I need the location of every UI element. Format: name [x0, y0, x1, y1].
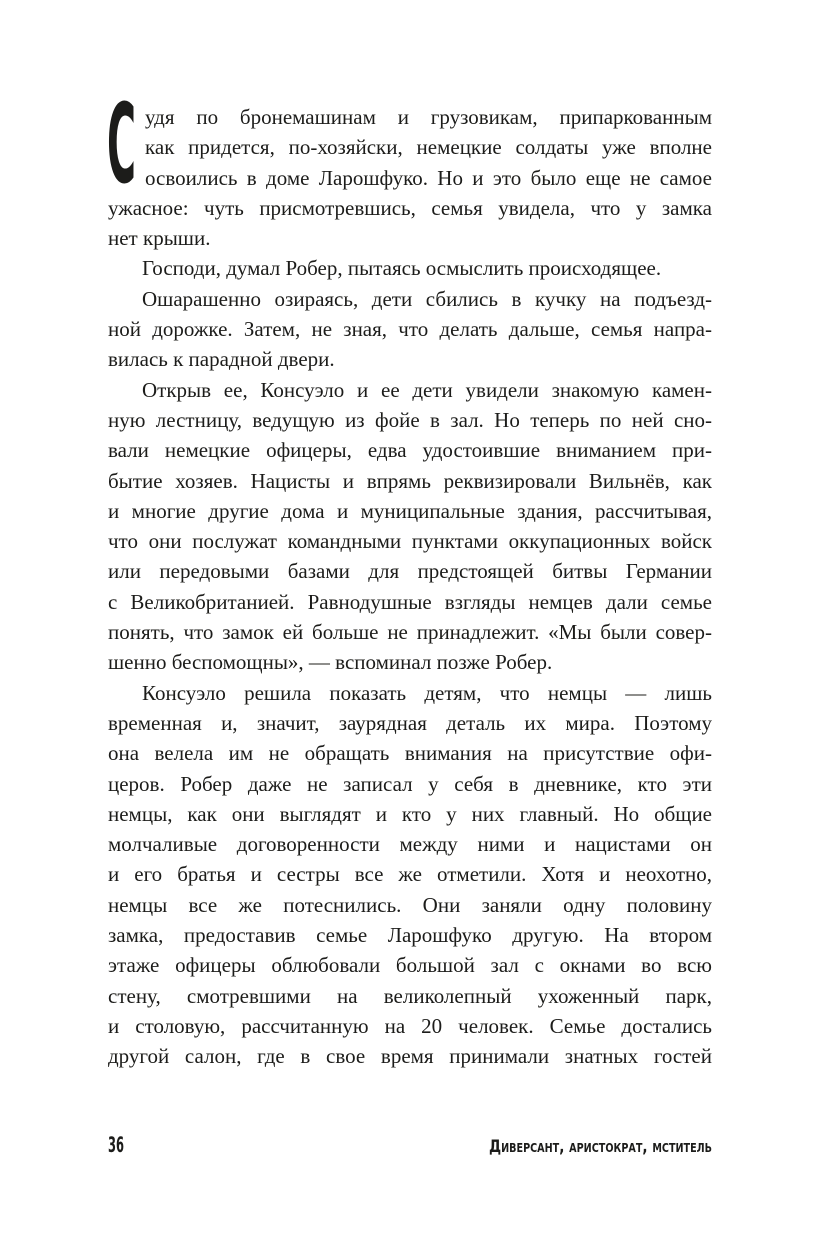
text-line: Ошарашенно озираясь, дети сбились в кучку на подъезд-: [142, 286, 712, 311]
paragraph: [108, 253, 712, 283]
text-line: вали немецкие офицеры, едва удостоившие вниманием при-: [108, 438, 712, 463]
text-line: молчаливые договоренности между ними и нацистами он: [108, 832, 712, 857]
drop-cap-letter: С: [107, 80, 136, 208]
text-line: и его братья и сестры все же отметили. Хотя и неохотно,: [108, 862, 712, 887]
text-line: Господи, думал Робер, пытаясь осмыслить происходящее.: [142, 256, 662, 281]
paragraph: [108, 102, 712, 253]
text-line: Открыв ее, Консуэло и ее дети увидели знакомую камен-: [142, 377, 712, 402]
text-line: этаже офицеры облюбовали большой зал с окнами во всю: [108, 953, 712, 978]
text-line: и многие другие дома и муниципальные здания, рассчитывая,: [108, 498, 712, 523]
text-line: бытие хозяев. Нацисты и впрямь реквизировали Вильнёв, как: [108, 468, 712, 493]
text-line: другой салон, где в свое время принимали знатных гостей: [108, 1044, 712, 1069]
body-text: [108, 102, 712, 1072]
text-line: ную лестницу, ведущую из фойе в зал. Но теперь по ней сно-: [108, 407, 712, 432]
text-line: понять, что замок ей больше не принадлежит. «Мы были совер-: [108, 620, 712, 645]
text-line: ной дорожке. Затем, не зная, что делать дальше, семья напра-: [108, 317, 712, 342]
page-number: 36: [108, 1133, 124, 1157]
text-line: немцы, как они выглядят и кто у них главный. Но общие: [108, 801, 712, 826]
text-line: она велела им не обращать внимания на присутствие офи-: [108, 741, 712, 766]
paragraph: [108, 375, 712, 678]
text-line: с Великобританией. Равнодушные взгляды немцев дали семье: [108, 589, 712, 614]
text-line: временная и, значит, заурядная деталь их мира. Поэтому: [108, 710, 712, 735]
text-line: как придется, по-хозяйски, немецкие солдаты уже вполне: [145, 135, 712, 160]
text-line: церов. Робер даже не записал у себя в дневнике, кто эти: [108, 771, 712, 796]
text-line: ужасное: чуть присмотревшись, семья увидела, что у замка: [108, 195, 712, 220]
text-line: что они послужат командными пунктами оккупационных войск: [108, 529, 712, 554]
text-line: немцы все же потеснились. Они заняли одну половину: [108, 892, 712, 917]
running-title: Диверсант, аристократ, мститель: [489, 1137, 712, 1157]
paragraph: [108, 678, 712, 1072]
text-line: и столовую, рассчитанную на 20 человек. Семье достались: [108, 1013, 712, 1038]
text-line: замка, предоставив семье Ларошфуко другую. На втором: [108, 923, 712, 948]
text-line: нет крыши.: [108, 226, 211, 251]
text-line: вилась к парадной двери.: [108, 347, 335, 372]
text-line: освоились в доме Ларошфуко. Но и это было еще не самое: [145, 165, 712, 190]
text-line: стену, смотревшими на великолепный ухоженный парк,: [108, 983, 712, 1008]
text-line: или передовыми базами для предстоящей битвы Германии: [108, 559, 712, 584]
text-line: удя по бронемашинам и грузовикам, припаркованным: [145, 105, 712, 129]
page-footer: [0, 1128, 833, 1168]
paragraph: [108, 284, 712, 375]
text-line: Консуэло решила показать детям, что немцы — лишь: [142, 680, 712, 705]
text-line: шенно беспомощны», — вспоминал позже Робер.: [108, 650, 553, 675]
